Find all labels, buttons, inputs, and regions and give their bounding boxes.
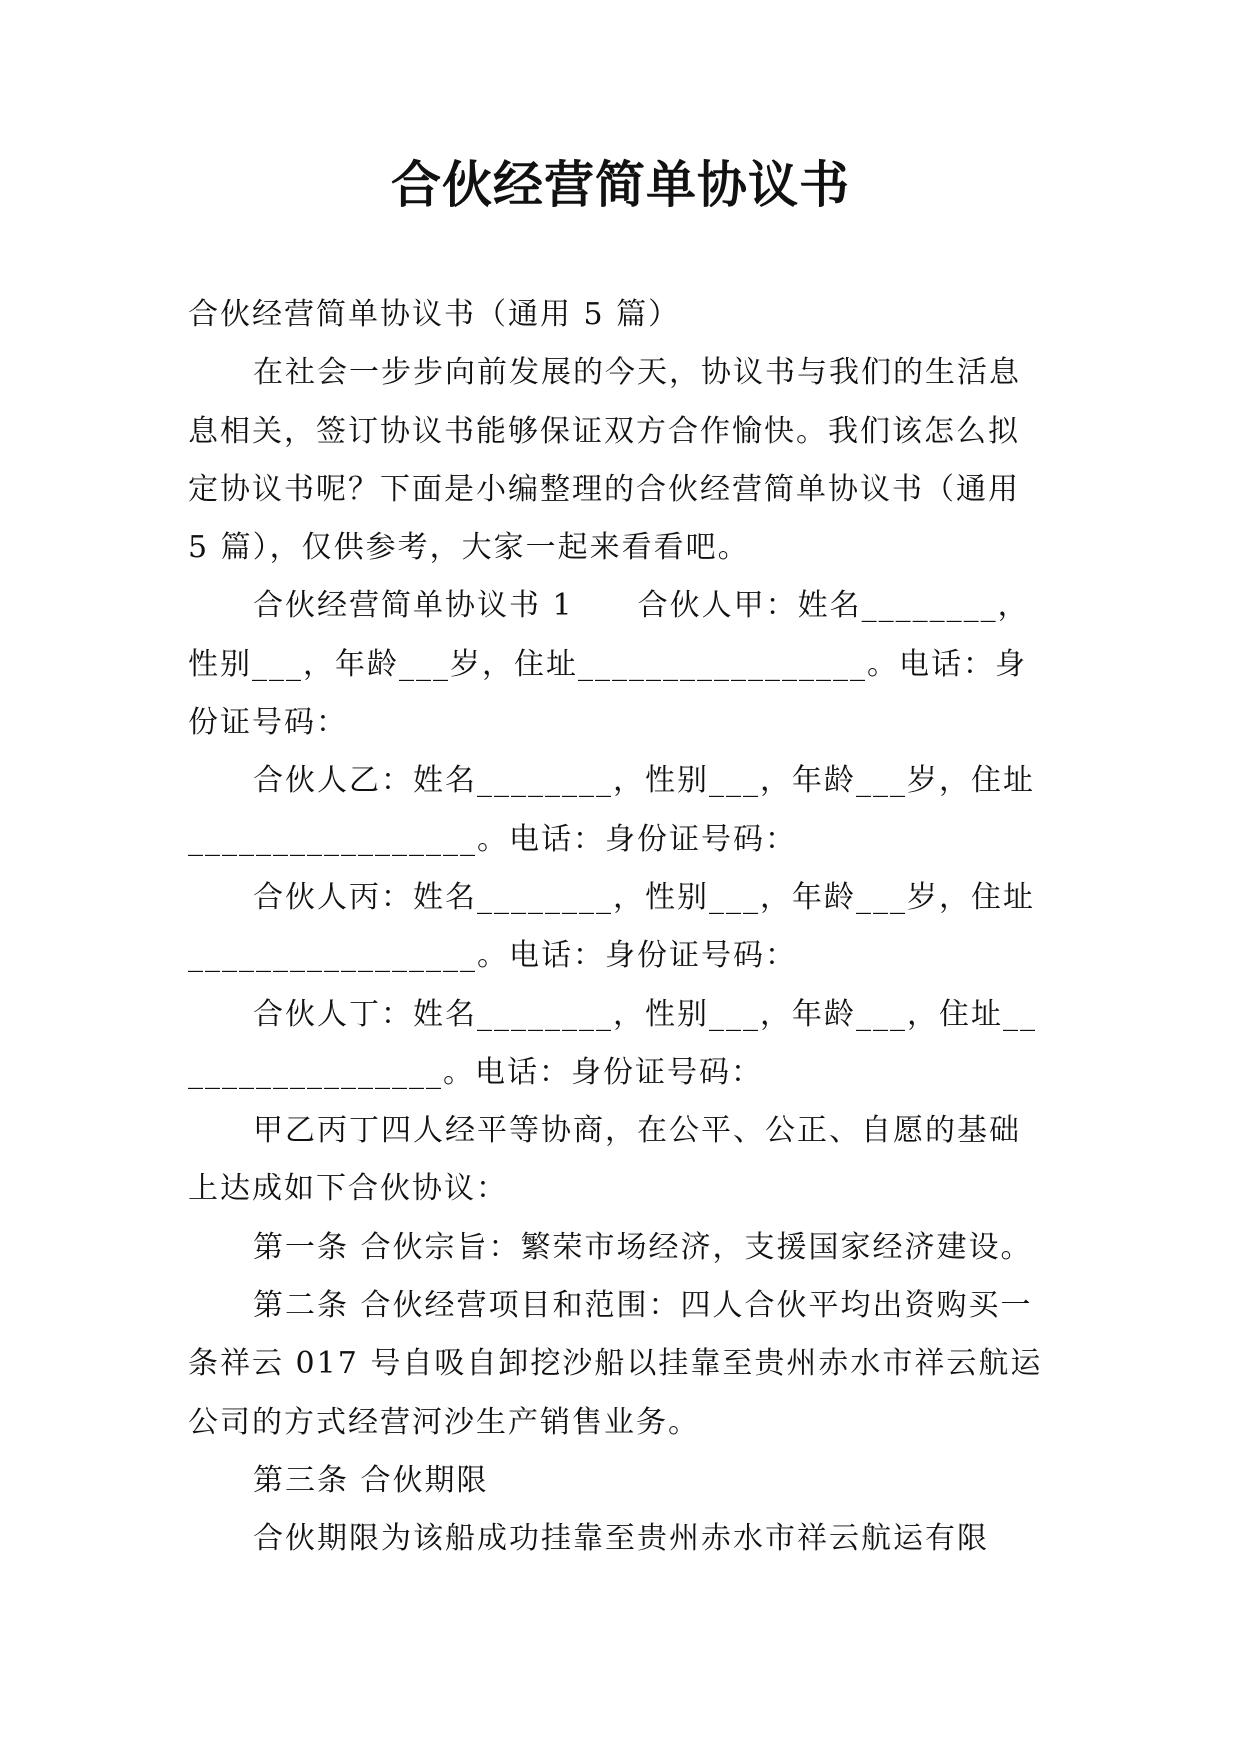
paragraph-article-3-body: 合伙期限为该船成功挂靠至贵州赤水市祥云航运有限 — [253, 1521, 989, 1557]
paragraph-article-1: 第一条 合伙宗旨：繁荣市场经济，支援国家经济建设。 — [253, 1229, 1033, 1265]
document-body — [188, 286, 1048, 1569]
paragraph-partner-b: 合伙人乙：姓名________，性别___，年龄___岁，住址_________________。电话：身份证号码： — [188, 763, 1035, 857]
paragraph-partner-c: 合伙人丙：姓名________，性别___，年龄___岁，住址_________________。电话：身份证号码： — [188, 879, 1035, 974]
paragraph-partner-a: 合伙经营简单协议书 1 合伙人甲：姓名________，性别___，年龄___岁，住址_________________。电话：身份证号码： — [188, 588, 1030, 741]
paragraph-subtitle: 合伙经营简单协议书（通用 5 篇） — [188, 297, 681, 332]
paragraph-article-2: 第二条 合伙经营项目和范围：四人合伙平均出资购买一条祥云 017 号自吸自卸挖沙船以挂靠至贵州赤水市祥云航运公司的方式经营河沙生产销售业务。 — [188, 1288, 1043, 1440]
paragraph-article-3-heading: 第三条 合伙期限 — [253, 1462, 489, 1498]
document-title: 合伙经营简单协议书 — [391, 156, 850, 214]
paragraph-agreement-basis: 甲乙丙丁四人经平等协商，在公平、公正、自愿的基础上达成如下合伙协议： — [188, 1113, 1021, 1207]
paragraph-intro: 在社会一步步向前发展的今天，协议书与我们的生活息息相关，签订协议书能够保证双方合作愉快。我们该怎么拟定协议书呢？下面是小编整理的合伙经营简单协议书（通用 5 篇），仅供参考，大家一起来看看吧。 — [188, 355, 1032, 566]
paragraph-partner-d: 合伙人丁：姓名________，性别___，年龄___，住址_________________。电话：身份证号码： — [188, 996, 1037, 1090]
